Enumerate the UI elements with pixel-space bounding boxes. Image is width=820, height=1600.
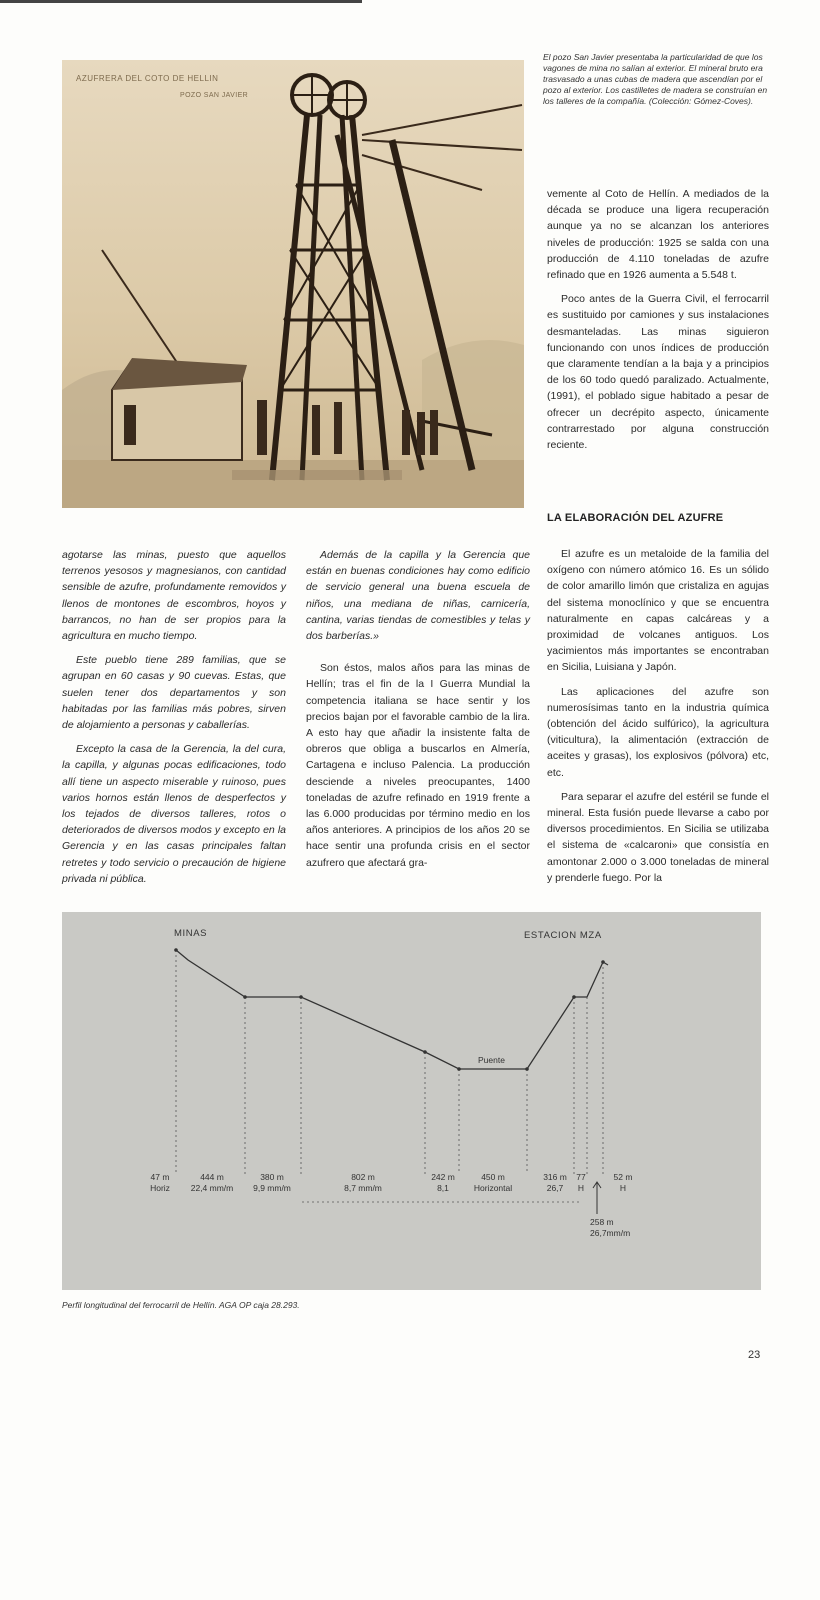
label-minas: MINAS: [174, 928, 208, 939]
mine-headframe-photo: [62, 60, 524, 508]
segment-label: 802 m 8,7 mm/m: [344, 1172, 382, 1193]
segment-label: 380 m 9,9 mm/m: [253, 1172, 291, 1193]
segment-label: 47 m Horiz: [150, 1172, 170, 1193]
label-puente: Puente: [478, 1055, 505, 1065]
right-top-column: [547, 186, 769, 461]
segment-label: 77 H: [576, 1172, 586, 1193]
paragraph: Son éstos, malos años para las minas de Hellín; tras el fin de la I Guerra Mundial la competencia italiana se hace sentir y los precios bajan por el favorable cambio de la lira. A esto hay que añadir la insistente falta de obreros que obliga a buscarlos en Almería, Cartagena e incluso Palencia. La producción desciende a niveles preocupantes, 1400 toneladas de azufre refinado en 1919 frente a las 6.000 producidas por término medio en los años anteriores. A principios de los años 20 se hace sentir una profunda crisis en el sector azufrero que afectará gra-: [306, 662, 530, 869]
top-rule: [0, 0, 362, 3]
segment-label: 242 m 8,1: [431, 1172, 455, 1193]
segment-label: 316 m 26,7: [543, 1172, 567, 1193]
figure-caption: Perfil longitudinal del ferrocarril de Hellín. AGA OP caja 28.293.: [62, 1300, 300, 1310]
paragraph: Excepto la casa de la Gerencia, la del cura, la capilla, y algunas pocas edificaciones, todo allí tiene un aspecto miserable y ruinoso, pues varios hornos están llenos de desperfectos y los tejados de diversos talleres, rotos o deteriorados de diversos modos y excepto en la Gerencia y en las casas principales faltan retretes y todo servicio o precaución de higiene privada ni pública.: [62, 743, 286, 885]
paragraph: vemente al Coto de Hellín. A mediados de la década se produce una ligera recuperación aunque ya no se alcanzan los anteriores niveles de producción: 1925 se salda con una producción de 4.110 toneladas de azufre refinado que en 1926 aumenta a 5.548 t.: [547, 188, 769, 282]
paragraph: Poco antes de la Guerra Civil, el ferrocarril es sustituido por camiones y sus instalaciones desmanteladas. Las minas siguieron funcionando con unos índices de producción que claramente tendían a la baja y a principios de los 60 todo quedó paralizado. Actualmente, (1991), el poblado sigue habitado a pesar de ofrecer un decrépito aspecto, únicamente contrarrestado por alguna construcción reciente.: [547, 293, 769, 452]
paragraph: Las aplicaciones del azufre son numerosísimas tanto en la industria química (obtención del ácido sulfúrico), la agricultura (viticultura), la alimentación (extracción de aceites y grasas), los explosivos (pólvora) etc, etc.: [547, 685, 769, 779]
paragraph: Este pueblo tiene 289 familias, que se agrupan en 60 casas y 90 cuevas. Estas, que suelen tener dos departamentos y son habitadas por las familias más pobres, sirven de alojamiento a personas y caballerías.: [62, 654, 286, 732]
page-number: 23: [748, 1349, 761, 1361]
segment-label: 450 m Horizontal: [473, 1172, 513, 1193]
right-column: [547, 546, 769, 894]
extra-segment-length: 258 m: [590, 1217, 614, 1227]
profile-line: [62, 912, 761, 1290]
label-estacion-mza: ESTACION MZA: [524, 930, 602, 941]
photo-title: AZUFRERA DEL COTO DE HELLIN: [76, 74, 219, 83]
left-column: [62, 547, 286, 895]
photo-subtitle: POZO SAN JAVIER: [180, 92, 249, 99]
section-heading: LA ELABORACIÓN DEL AZUFRE: [547, 512, 724, 524]
railway-profile-diagram: [62, 912, 761, 1290]
extra-segment-grade: 26,7mm/m: [590, 1228, 631, 1238]
paragraph: El azufre es un metaloide de la familia del oxígeno con número atómico 16. Es un sólido de color amarillo limón que cristaliza en agujas del sistema monoclínico y que se encuentra naturalmente en capas calcáreas y a proximidad de volcanes antiguos. Los yacimientos más importantes se encontraban en Sicilia, Luisiana y Japón.: [547, 548, 769, 674]
paragraph: agotarse las minas, puesto que aquellos terrenos yesosos y magnesianos, con cantidad sensible de azufre, profundamente removidos y llenos de montones de escombros, hoyos y barrancos, no han de ser propios para la agricultura en mucho tiempo.: [62, 549, 286, 643]
segment-label: 52 m H: [613, 1172, 633, 1193]
headframe-illustration: [62, 60, 524, 508]
paragraph: Para separar el azufre del estéril se funde el mineral. Esta fusión puede llevarse a cabo por diversos procedimientos. En Sicilia se utilizaba el sistema de «calcaroni» que consistía en amontonar 2.000 o 3.000 toneladas de mineral y prenderle fuego. Por la: [547, 790, 769, 884]
paragraph: Además de la capilla y la Gerencia que están en buenas condiciones hay como edificio de servicio general una buena escuela de niños, una mediana de niñas, carnicería, cantina, varias tiendas de comestibles y telas y dos barberías.»: [306, 549, 530, 643]
middle-column: [306, 547, 530, 879]
segment-label: 444 m 22,4 mm/m: [190, 1172, 234, 1193]
photo-caption: El pozo San Javier presentaba la particularidad de que los vagones de mina no salían al exterior. El mineral bruto era trasvasado a unas cubas de madera que ascendían por el pozo al exterior. Los castilletes de madera se construían en los talleres de la compañía. (Colección: Gómez-Coves).: [543, 52, 768, 106]
